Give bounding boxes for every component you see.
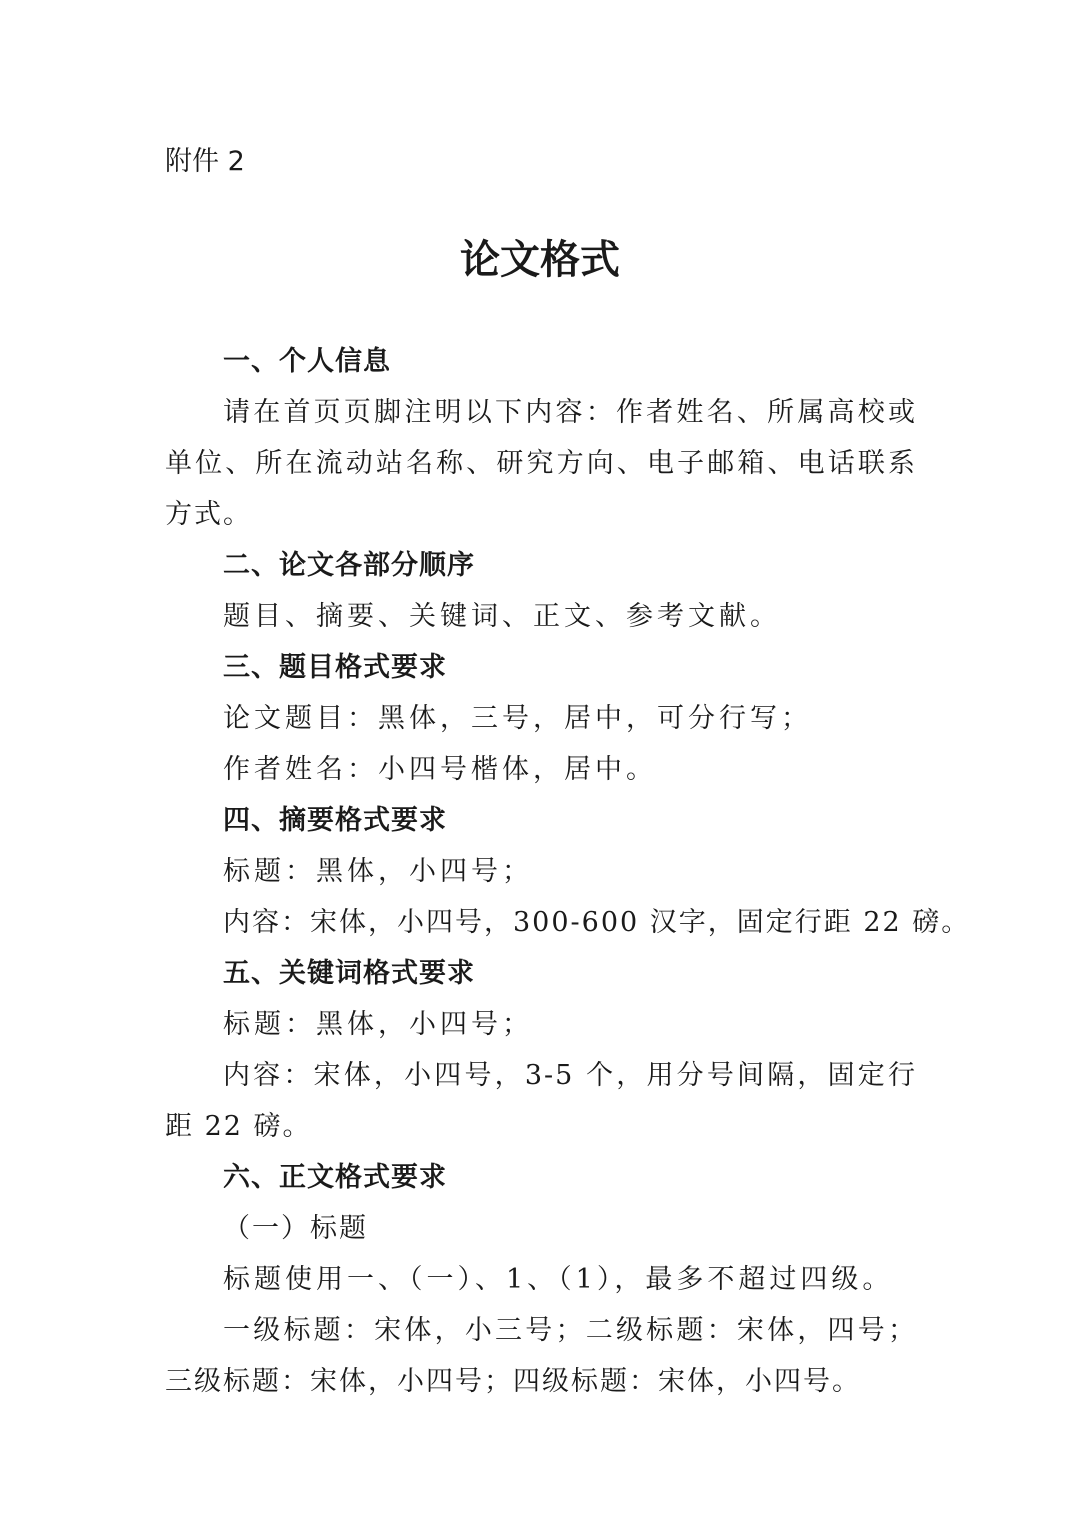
paragraph-body-format-2: 一级标题：宋体，小三号；二级标题：宋体，四号；三级标题：宋体，小四号；四级标题：宋体，小四号。 (165, 1315, 917, 1397)
paragraph-keyword-format-1: 标题：黑体，小四号； (223, 1009, 533, 1040)
paragraph-keyword-format-2: 内容：宋体，小四号，3-5 个，用分号间隔，固定行距 22 磅。 (165, 1060, 917, 1142)
attachment-label: 附件 2 (165, 146, 245, 177)
paragraph-title-format-1: 论文题目：黑体，三号，居中，可分行写； (223, 703, 812, 734)
document-title: 论文格式 (460, 237, 620, 283)
section-heading-personal-info: 一、个人信息 (223, 346, 391, 377)
section-heading-paper-order: 二、论文各部分顺序 (223, 550, 475, 581)
document-body (165, 336, 971, 1407)
paragraph-abstract-format-2: 内容：宋体，小四号，300-600 汉字，固定行距 22 磅。 (223, 907, 971, 938)
paragraph-paper-order: 题目、摘要、关键词、正文、参考文献。 (223, 601, 781, 632)
subsection-heading-titles: （一）标题 (223, 1213, 368, 1244)
paragraph-personal-info: 请在首页页脚注明以下内容：作者姓名、所属高校或单位、所在流动站名称、研究方向、电子邮箱、电话联系方式。 (165, 397, 917, 530)
section-heading-keyword-format: 五、关键词格式要求 (223, 958, 475, 989)
section-heading-title-format: 三、题目格式要求 (223, 652, 447, 683)
paragraph-body-format-1: 标题使用一、（一）、1、（1），最多不超过四级。 (223, 1264, 894, 1295)
section-heading-body-format: 六、正文格式要求 (223, 1162, 447, 1193)
paragraph-abstract-format-1: 标题：黑体，小四号； (223, 856, 533, 887)
section-heading-abstract-format: 四、摘要格式要求 (223, 805, 447, 836)
paragraph-title-format-2: 作者姓名：小四号楷体，居中。 (223, 754, 657, 785)
